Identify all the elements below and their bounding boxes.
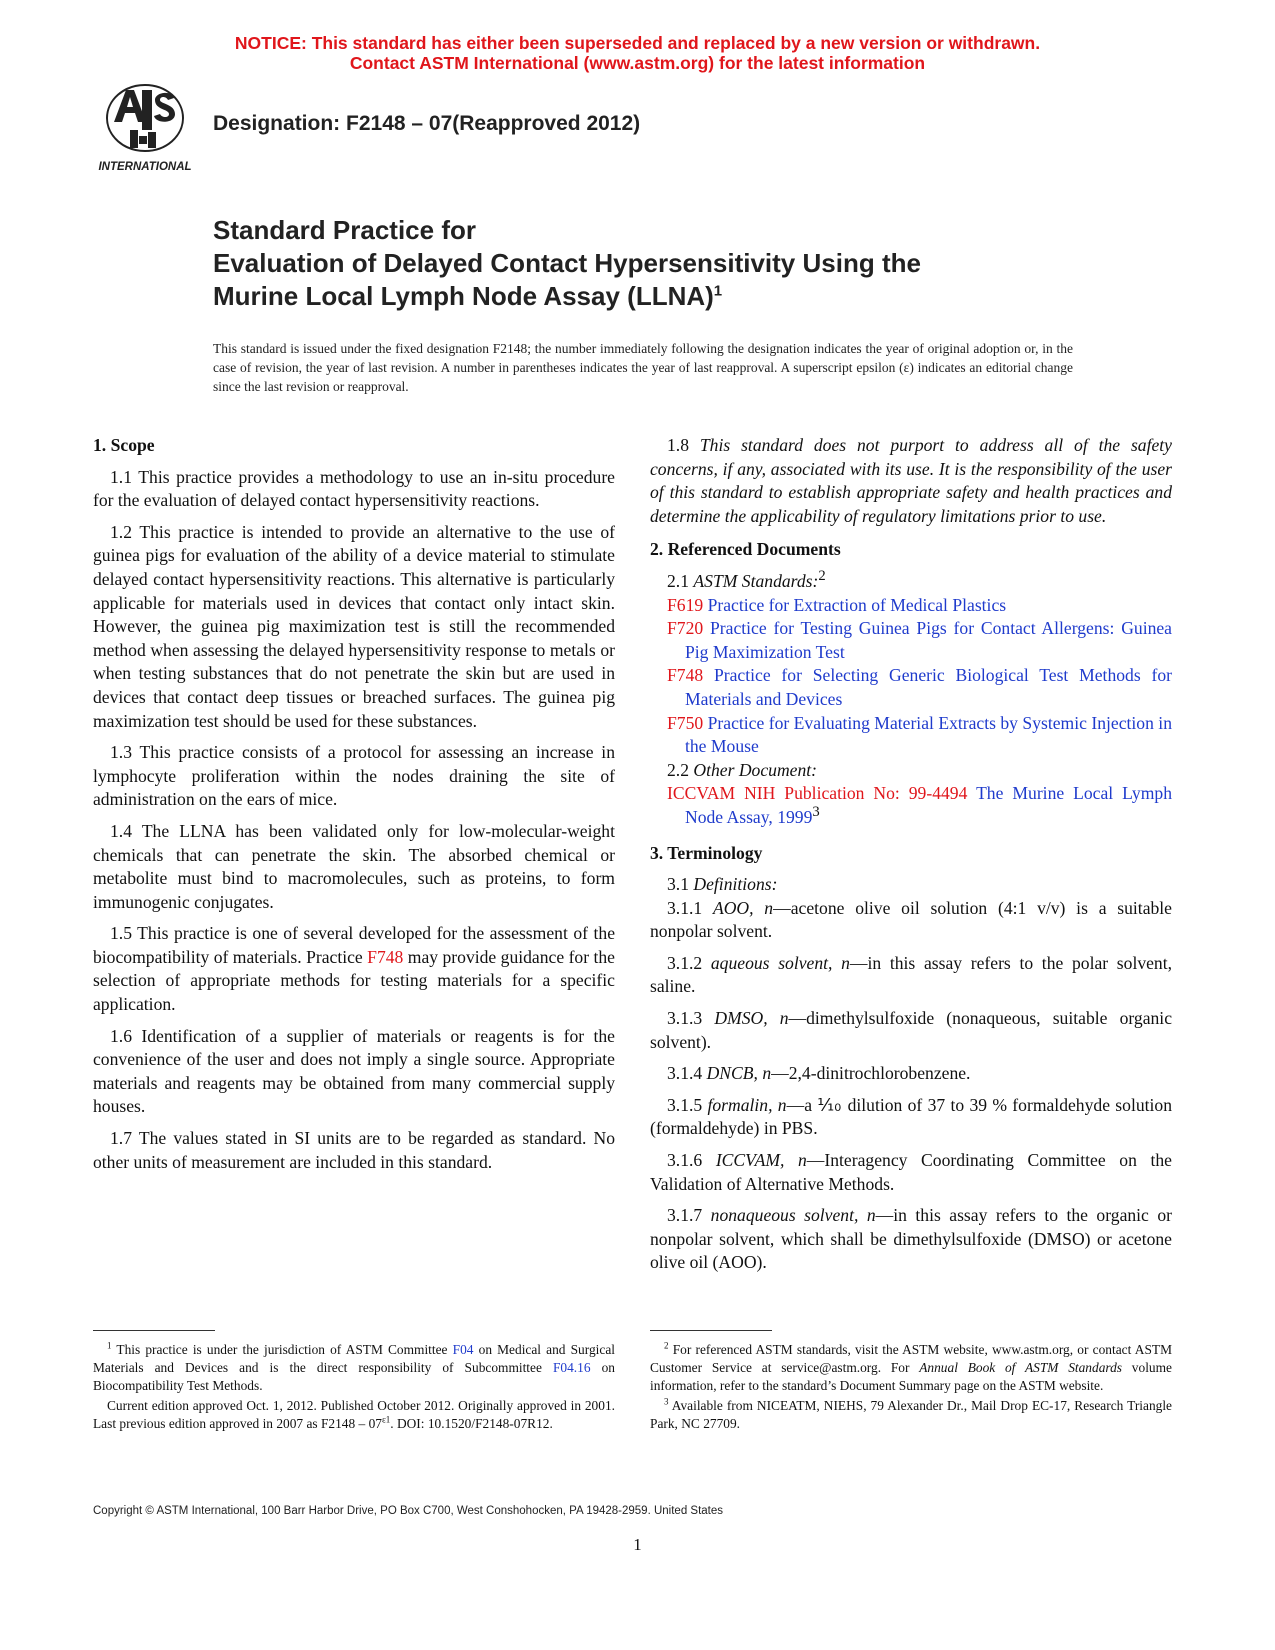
footnote-2-mark: 2 bbox=[664, 1340, 669, 1351]
link-f748[interactable]: F748 bbox=[367, 946, 404, 967]
para-2-1-mark: 2 bbox=[818, 568, 826, 585]
footnote-1 bbox=[93, 1341, 615, 1395]
section-heading-terminology: 3. Terminology bbox=[650, 842, 763, 863]
para-1-2: 1.2 This practice is intended to provide an alternative to the use of guinea pigs for evaluation of the ability of a device material to stimulate delayed contact hypersensitivity reactions. This alternative is particularly applicable for materials used in devices that contact only intact skin. However, the guinea pig maximization test is still the recommended method when assessing the delayed hypersensitivity response to metals or when testing substances that do not penetrate the skin but are used in devices that contact deep tissues or breached surfaces. The guinea pig maximization test should be used for these substances. bbox=[93, 521, 615, 731]
definition-number: 3.1.2 bbox=[667, 952, 703, 973]
issuance-note: This standard is issued under the fixed designation F2148; the number immediately following the designation indicates the year of original adoption or, in the case of revision, the year of last revision. A number in parentheses indicates the year of last reapproval. A superscript epsilon (ε) indicates an editorial change since the last revision or reapproval. bbox=[213, 341, 1073, 394]
para-1-8-number: 1.8 bbox=[667, 435, 689, 455]
definition-number: 3.1.3 bbox=[667, 1008, 703, 1029]
notice-line-1: NOTICE: This standard has either been superseded and replaced by a new version or withdrawn. bbox=[234, 33, 1041, 53]
ref-title[interactable]: Practice for Selecting Generic Biological Test Methods for Materials and Devices bbox=[685, 665, 1172, 709]
definition-term: ICCVAM, n bbox=[715, 1150, 807, 1171]
para-2-1 bbox=[650, 570, 1172, 594]
para-1-8-text: This standard does not purport to address all of the safety concerns, if any, associated with its use. It is the responsibility of the user of this standard to establish appropriate safety and health practices and determine the applicability of regulatory limitations prior to use. bbox=[650, 435, 1172, 526]
ref-item-iccvam[interactable] bbox=[650, 782, 1172, 829]
ref-code[interactable]: ICCVAM NIH Publication No: 99-4494 bbox=[667, 783, 968, 804]
definition-text: —acetone olive oil solution (4:1 v/v) is a suitable nonpolar solvent. bbox=[650, 897, 1172, 942]
definition-number: 3.1.1 bbox=[667, 897, 703, 918]
footnote-divider-left bbox=[93, 1330, 215, 1331]
footnote-1-text-a: This practice is under the jurisdiction of ASTM Committee bbox=[116, 1342, 448, 1357]
logo-text: INTERNATIONAL bbox=[98, 161, 192, 173]
definition-text: —a ⅒ dilution of 37 to 39 % formaldehyde solution (formaldehyde) in PBS. bbox=[650, 1094, 1172, 1139]
definition-item bbox=[650, 1062, 1172, 1086]
definition-text: —in this assay refers to the polar solvent, saline. bbox=[650, 952, 1173, 997]
definition-number: 3.1.6 bbox=[667, 1150, 703, 1171]
title-line-1: Standard Practice for bbox=[213, 215, 476, 245]
title-line-2: Evaluation of Delayed Contact Hypersensitivity Using the bbox=[213, 248, 921, 278]
title-line-3: Murine Local Lymph Node Assay (LLNA) bbox=[213, 281, 714, 311]
definition-text: —dimethylsulfoxide (nonaqueous, suitable organic solvent). bbox=[650, 1008, 1173, 1052]
document-title bbox=[213, 214, 1113, 313]
withdrawal-notice bbox=[0, 33, 1275, 73]
definition-item bbox=[650, 1007, 1172, 1054]
footnote-2-italic: Annual Book of ASTM Standards bbox=[919, 1360, 1123, 1375]
para-2-2-number: 2.2 bbox=[667, 759, 689, 780]
definition-term: DMSO, n bbox=[714, 1008, 789, 1029]
definition-text: —in this assay refers to the organic or nonpolar solvent, which shall be dimethylsulfoxide (DMSO) or acetone olive oil (AOO). bbox=[650, 1205, 1172, 1273]
right-column bbox=[650, 434, 1172, 1283]
footnote-1-edition bbox=[93, 1397, 615, 1433]
definition-term: AOO, n bbox=[712, 897, 774, 918]
section-heading-scope: 1. Scope bbox=[93, 435, 155, 455]
para-3-1-number: 3.1 bbox=[667, 874, 689, 895]
para-3-1-text: Definitions: bbox=[693, 874, 778, 895]
definition-item bbox=[650, 1204, 1172, 1275]
footnotes-left bbox=[93, 1341, 615, 1435]
footnote-1-edition-text: Current edition approved Oct. 1, 2012. Published October 2012. Originally approved in 2001. Last previous edition approved in 2007 as F2148 – 07 bbox=[93, 1398, 615, 1431]
copyright-line: Copyright © ASTM International, 100 Barr Harbor Drive, PO Box C700, West Conshohocken, PA 19428-2959. United States bbox=[93, 1505, 724, 1517]
ref-item[interactable] bbox=[650, 664, 1172, 711]
footnote-3-mark: 3 bbox=[664, 1396, 669, 1407]
definition-number: 3.1.4 bbox=[667, 1063, 703, 1084]
footnote-1-text-c: on Biocompatibility Test Methods. bbox=[93, 1360, 615, 1393]
footnote-2 bbox=[650, 1341, 1172, 1395]
footnote-1-epsilon: ε1 bbox=[381, 1414, 391, 1425]
definition-term: DNCB, n bbox=[706, 1063, 772, 1084]
ref-code[interactable]: F720 bbox=[667, 618, 704, 639]
para-2-1-text: ASTM Standards: bbox=[693, 570, 819, 591]
link-committee-f04[interactable]: F04 bbox=[452, 1342, 474, 1357]
definition-number: 3.1.7 bbox=[667, 1205, 703, 1226]
para-1-7: 1.7 The values stated in SI units are to be regarded as standard. No other units of measurement are included in this standard. bbox=[93, 1128, 615, 1172]
para-2-2-text: Other Document: bbox=[693, 759, 818, 780]
footnote-3 bbox=[650, 1397, 1172, 1433]
footnote-2-text-a: For referenced ASTM standards, visit the ASTM website, www.astm.org, or contact ASTM Customer Service at service@astm.org. For bbox=[650, 1342, 1172, 1375]
ref-code[interactable]: F750 bbox=[667, 712, 704, 733]
para-1-1: 1.1 This practice provides a methodology to use an in-situ procedure for the evaluation of delayed contact hypersensitivity reactions. bbox=[93, 466, 615, 511]
footnote-1-mark: 1 bbox=[107, 1340, 112, 1351]
ref-code[interactable]: F619 bbox=[667, 594, 704, 615]
para-2-1-number: 2.1 bbox=[667, 570, 689, 591]
definition-item bbox=[650, 897, 1172, 944]
ref-item[interactable] bbox=[650, 594, 1172, 618]
link-subcommittee-f04-16[interactable]: F04.16 bbox=[552, 1360, 591, 1375]
page-number: 1 bbox=[633, 1535, 642, 1554]
ref-item[interactable] bbox=[650, 712, 1172, 759]
definition-text: —2,4-dinitrochlorobenzene. bbox=[771, 1063, 971, 1084]
definition-item bbox=[650, 1094, 1172, 1141]
footnote-3-text: Available from NICEATM, NIEHS, 79 Alexander Dr., Mail Drop EC-17, Research Triangle Park, NC 27709. bbox=[650, 1398, 1172, 1431]
footnote-2-text-b: volume information, refer to the standard’s Document Summary page on the ASTM website. bbox=[650, 1360, 1172, 1393]
para-1-4: 1.4 The LLNA has been validated only for low-molecular-weight chemicals that can penetrate the skin. The absorbed chemical or metabolite must bind to macromolecules, such as proteins, to form immunogenic conjugates. bbox=[93, 820, 615, 912]
ref-item[interactable] bbox=[650, 617, 1172, 664]
para-1-5-text-b: may provide guidance for the selection of appropriate methods for testing materials for a specific application. bbox=[93, 946, 615, 1015]
para-1-3: 1.3 This practice consists of a protocol for assessing an increase in lymphocyte proliferation within the nodes draining the site of administration on the ears of mice. bbox=[93, 742, 615, 810]
designation: Designation: F2148 – 07(Reapproved 2012) bbox=[213, 112, 641, 135]
definition-term: formalin, n bbox=[707, 1094, 787, 1115]
left-column bbox=[93, 434, 615, 1182]
ref-title[interactable]: The Murine Local Lymph Node Assay, 1999 bbox=[685, 783, 1172, 827]
definition-item bbox=[650, 1149, 1172, 1196]
notice-line-2: Contact ASTM International (www.astm.org) for the latest information bbox=[349, 53, 926, 73]
para-1-5 bbox=[93, 922, 615, 1016]
astm-logo-icon bbox=[92, 82, 198, 174]
definition-term: aqueous solvent, n bbox=[710, 952, 850, 973]
para-3-1 bbox=[650, 873, 1172, 897]
footnote-divider-right bbox=[650, 1330, 772, 1331]
ref-title[interactable]: Practice for Extraction of Medical Plastics bbox=[707, 594, 1007, 615]
para-1-5-text-a: 1.5 This practice is one of several developed for the assessment of the biocompatibility of materials. Practice bbox=[93, 923, 615, 967]
para-1-8 bbox=[650, 434, 1172, 528]
title-footnote-mark: 1 bbox=[713, 282, 723, 300]
para-2-2 bbox=[650, 759, 1172, 783]
para-1-6: 1.6 Identification of a supplier of materials or reagents is for the convenience of the user and does not imply a single source. Appropriate materials and reagents may be obtained from many commercial supply houses. bbox=[93, 1025, 615, 1117]
definition-text: —Interagency Coordinating Committee on the Validation of Alternative Methods. bbox=[650, 1150, 1172, 1194]
footnotes-right bbox=[650, 1341, 1172, 1435]
footnote-1-text-b: on Medical and Surgical Materials and Devices and is the direct responsibility of Subcommittee bbox=[93, 1342, 615, 1375]
ref-title[interactable]: Practice for Testing Guinea Pigs for Contact Allergens: Guinea Pig Maximization Test bbox=[685, 618, 1172, 662]
ref-title[interactable]: Practice for Evaluating Material Extracts by Systemic Injection in the Mouse bbox=[685, 712, 1172, 757]
ref-footnote-mark: 3 bbox=[812, 804, 820, 821]
footnote-1-doi: . DOI: 10.1520/F2148-07R12. bbox=[390, 1416, 553, 1431]
section-heading-referenced: 2. Referenced Documents bbox=[650, 539, 841, 560]
definition-item bbox=[650, 952, 1172, 999]
definition-term: nonaqueous solvent, n bbox=[710, 1205, 876, 1226]
ref-code[interactable]: F748 bbox=[667, 665, 704, 686]
definition-number: 3.1.5 bbox=[667, 1094, 703, 1115]
